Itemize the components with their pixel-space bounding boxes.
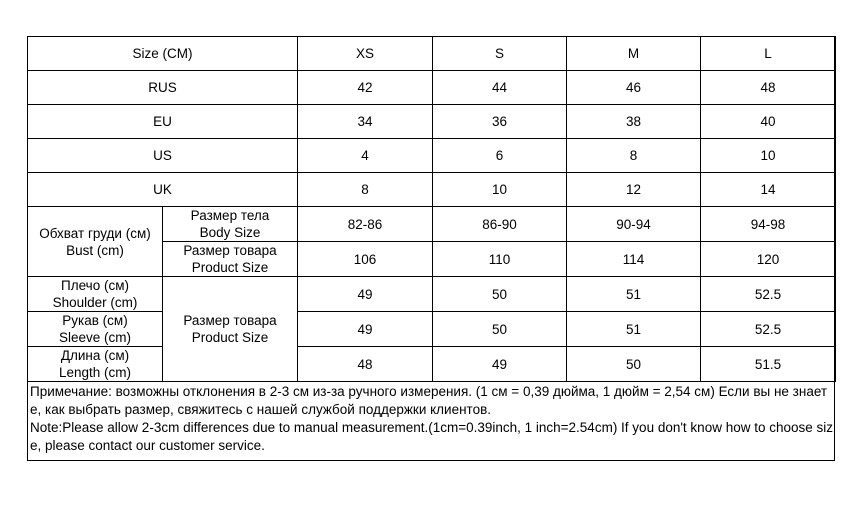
product-size-group-label-ru: Размер товара (183, 313, 277, 328)
size-header-xs: XS (298, 37, 433, 71)
table-cell: 4 (298, 139, 433, 173)
table-cell: 12 (567, 173, 701, 207)
bust-label-ru: Обхват груди (см) (39, 225, 151, 241)
size-header-s: S (433, 37, 567, 71)
length-label-en: Length (cm) (58, 365, 132, 380)
bust-label (28, 207, 163, 277)
table-cell: 51 (567, 277, 701, 312)
table-cell: 34 (298, 105, 433, 139)
sleeve-label (28, 312, 163, 347)
measurement-note (30, 383, 834, 455)
size-header-m: M (567, 37, 701, 71)
row-label-eu: EU (28, 105, 298, 139)
table-row-eu (28, 105, 836, 139)
product-size-label-ru: Размер товара (183, 243, 277, 258)
table-cell: 50 (433, 277, 567, 312)
table-cell: 86-90 (433, 207, 567, 242)
table-cell: 38 (567, 105, 701, 139)
row-label-uk: UK (28, 173, 298, 207)
bust-label-en: Bust (cm) (66, 242, 124, 258)
note-english: Note:Please allow 2-3cm differences due to manual measurement.(1cm=0.39inch, 1 inch=2.54cm) If you don't know how to choose size, please contact our customer service. (30, 420, 834, 453)
length-label-ru: Длина (см) (60, 348, 130, 363)
length-label (28, 347, 163, 382)
table-cell: 51 (567, 312, 701, 347)
table-cell: 82-86 (298, 207, 433, 242)
shoulder-label-ru: Плечо (см) (61, 278, 129, 293)
table-cell: 49 (298, 277, 433, 312)
table-cell: 42 (298, 71, 433, 105)
table-cell: 49 (298, 312, 433, 347)
table-cell: 50 (567, 347, 701, 382)
table-cell: 48 (701, 71, 836, 105)
table-cell: 48 (298, 347, 433, 382)
table-row-bust-body (28, 207, 836, 242)
table-cell: 8 (567, 139, 701, 173)
row-label-us: US (28, 139, 298, 173)
table-cell: 10 (701, 139, 836, 173)
table-cell: 46 (567, 71, 701, 105)
size-header-l: L (701, 37, 836, 71)
table-cell: 40 (701, 105, 836, 139)
header-label: Size (CM) (28, 37, 298, 71)
table-cell: 106 (298, 242, 433, 277)
size-chart-table (27, 36, 836, 382)
product-size-label (163, 242, 298, 277)
table-cell: 14 (701, 173, 836, 207)
row-label-rus: RUS (28, 71, 298, 105)
body-size-label-en: Body Size (199, 225, 261, 240)
table-cell: 8 (298, 173, 433, 207)
table-cell: 120 (701, 242, 836, 277)
table-cell: 114 (567, 242, 701, 277)
product-size-group-label-en: Product Size (191, 330, 269, 345)
table-cell: 52.5 (701, 277, 836, 312)
table-row-us (28, 139, 836, 173)
table-cell: 36 (433, 105, 567, 139)
table-row-rus (28, 71, 836, 105)
table-cell: 51.5 (701, 347, 836, 382)
shoulder-label (28, 277, 163, 312)
table-row-sleeve (28, 312, 836, 347)
table-row-shoulder (28, 277, 836, 312)
table-cell: 44 (433, 71, 567, 105)
note-russian: Примечание: возможны отклонения в 2-3 см из-за ручного измерения. (1 см = 0,39 дюйма, 1 дюйм = 2,54 см) Если вы не знаете, как выбрать размер, свяжитесь с нашей службой поддержки клиентов. (30, 384, 828, 417)
table-cell: 94-98 (701, 207, 836, 242)
table-row-length (28, 347, 836, 382)
shoulder-label-en: Shoulder (cm) (52, 295, 138, 310)
table-cell: 90-94 (567, 207, 701, 242)
header-row (28, 37, 836, 71)
product-size-group-label (163, 277, 298, 382)
body-size-label (163, 207, 298, 242)
body-size-label-ru: Размер тела (190, 208, 270, 223)
table-cell: 10 (433, 173, 567, 207)
table-row-uk (28, 173, 836, 207)
table-cell: 110 (433, 242, 567, 277)
sleeve-label-en: Sleeve (cm) (58, 330, 131, 345)
product-size-label-en: Product Size (191, 260, 269, 275)
table-cell: 49 (433, 347, 567, 382)
table-cell: 50 (433, 312, 567, 347)
table-cell: 52.5 (701, 312, 836, 347)
table-cell: 6 (433, 139, 567, 173)
sleeve-label-ru: Рукав (см) (62, 313, 128, 328)
